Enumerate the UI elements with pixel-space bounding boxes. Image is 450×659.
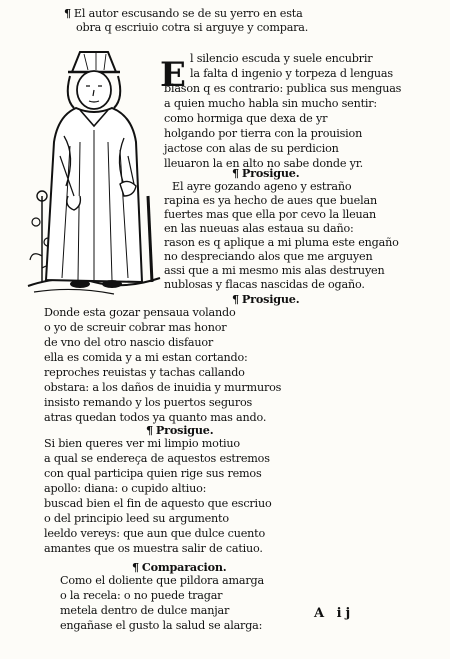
line-text: amantes que os muestra salir de catiuo. <box>44 542 263 555</box>
text-line <box>44 512 229 526</box>
section-heading <box>146 423 213 437</box>
line-text: atras quedan todos ya quanto mas ando. <box>44 411 267 424</box>
text-line <box>44 336 213 350</box>
text-line <box>44 467 262 481</box>
line-text: lleuaron la en alto no sabe donde yr. <box>164 157 363 170</box>
line-text: como hormiga que dexa de yr <box>164 112 328 125</box>
text-line <box>60 604 229 618</box>
text-line <box>164 264 385 278</box>
line-text: obra q escriuio cotra si arguye y compara. <box>76 21 309 34</box>
text-line <box>164 278 365 292</box>
pilcrow-icon: ¶ <box>146 423 153 437</box>
decorated-initial: E <box>160 55 186 95</box>
section-heading <box>132 560 227 574</box>
text-line <box>190 67 393 81</box>
text-line <box>164 127 362 141</box>
line-text: nublosas y flacas nascidas de ogaño. <box>164 278 365 291</box>
text-line <box>44 542 263 556</box>
text-line <box>44 396 252 410</box>
line-text: a qual se endereça de aquestos estremos <box>44 452 270 465</box>
text-line <box>164 236 399 250</box>
printer-signature-mark: A ij <box>314 606 355 621</box>
line-text: a quien mucho habla sin mucho sentir: <box>164 97 377 110</box>
line-text: fuertes mas que ella por cevo la lleuan <box>164 208 377 221</box>
text-line <box>44 437 240 451</box>
text-line <box>164 208 376 222</box>
text-line <box>164 82 401 96</box>
line-text: con qual participa quien rige sus remos <box>44 467 262 480</box>
text-line <box>44 381 281 395</box>
line-text: o del principio leed su argumento <box>44 512 229 525</box>
text-line <box>164 222 354 236</box>
text-line <box>44 452 270 466</box>
line-text: engañase el gusto la salud se alarga: <box>60 619 263 632</box>
text-line <box>44 351 248 365</box>
line-text: rason es q aplique a mi pluma este engaño <box>164 236 399 249</box>
line-text: rapina es ya hecho de aues que buelan <box>164 194 377 207</box>
text-line <box>172 180 351 194</box>
text-line <box>164 250 372 264</box>
line-text: de vno del otro nascio disfauor <box>44 336 214 349</box>
text-line <box>76 21 308 35</box>
line-text: reproches reuistas y tachas callando <box>44 366 245 379</box>
section-heading <box>232 292 299 306</box>
text-line <box>44 321 226 335</box>
line-text: Si bien queres ver mi limpio motiuo <box>44 437 240 450</box>
text-line <box>164 97 377 111</box>
line-text: Prosigue. <box>241 166 300 180</box>
line-text: assi que a mi mesmo mis alas destruyen <box>164 264 385 277</box>
text-line <box>64 6 303 21</box>
line-text: Comparacion. <box>141 560 227 574</box>
line-text: l silencio escuda y suele encubrir <box>190 52 373 65</box>
line-text: jactose con alas de su perdicion <box>164 142 339 155</box>
line-text: en las nueuas alas estaua su daño: <box>164 222 354 235</box>
line-text: El autor escusando se de su yerro en esta <box>73 7 303 20</box>
line-text: o la recela: o no puede tragar <box>60 589 223 602</box>
line-text: Como el doliente que pildora amarga <box>60 574 264 587</box>
line-text: apollo: diana: o cupido altiuo: <box>44 482 207 495</box>
pilcrow-icon: ¶ <box>64 6 71 20</box>
line-text: o yo de screuir cobrar mas honor <box>44 321 227 334</box>
text-line <box>60 619 262 633</box>
text-line <box>44 306 236 320</box>
line-text: Prosigue. <box>155 423 214 437</box>
text-line <box>164 142 339 156</box>
text-line <box>164 112 327 126</box>
line-text: no despreciando alos que me arguyen <box>164 250 373 263</box>
line-text: ella es comida y a mi estan cortando: <box>44 351 248 364</box>
text-line <box>190 52 372 66</box>
line-text: Donde esta gozar pensaua volando <box>44 306 236 319</box>
section-heading <box>232 166 299 180</box>
line-text: buscad bien el fin de aquesto que escriuo <box>44 497 272 510</box>
line-text: Prosigue. <box>241 292 300 306</box>
author-woodcut-illustration <box>24 46 164 300</box>
pilcrow-icon: ¶ <box>232 292 239 306</box>
text-line <box>44 482 206 496</box>
text-line <box>44 527 265 541</box>
text-line <box>44 497 271 511</box>
text-line <box>44 366 245 380</box>
pilcrow-icon: ¶ <box>132 560 139 574</box>
text-line <box>164 194 377 208</box>
text-line <box>60 589 222 603</box>
text-line <box>60 574 264 588</box>
line-text: El ayre gozando ageno y estraño <box>172 180 352 193</box>
line-text: leeldo vereys: que aun que dulce cuento <box>44 527 265 540</box>
line-text: blason q es contrario: publica sus menguas <box>164 82 402 95</box>
pilcrow-icon: ¶ <box>232 166 239 180</box>
line-text: holgando por tierra con la prouision <box>164 127 363 140</box>
line-text: insisto remando y los puertos seguros <box>44 396 253 409</box>
line-text: obstara: a los daños de inuidia y murmuros <box>44 381 282 394</box>
line-text: metela dentro de dulce manjar <box>60 604 230 617</box>
line-text: la falta d ingenio y torpeza d lenguas <box>190 67 393 80</box>
